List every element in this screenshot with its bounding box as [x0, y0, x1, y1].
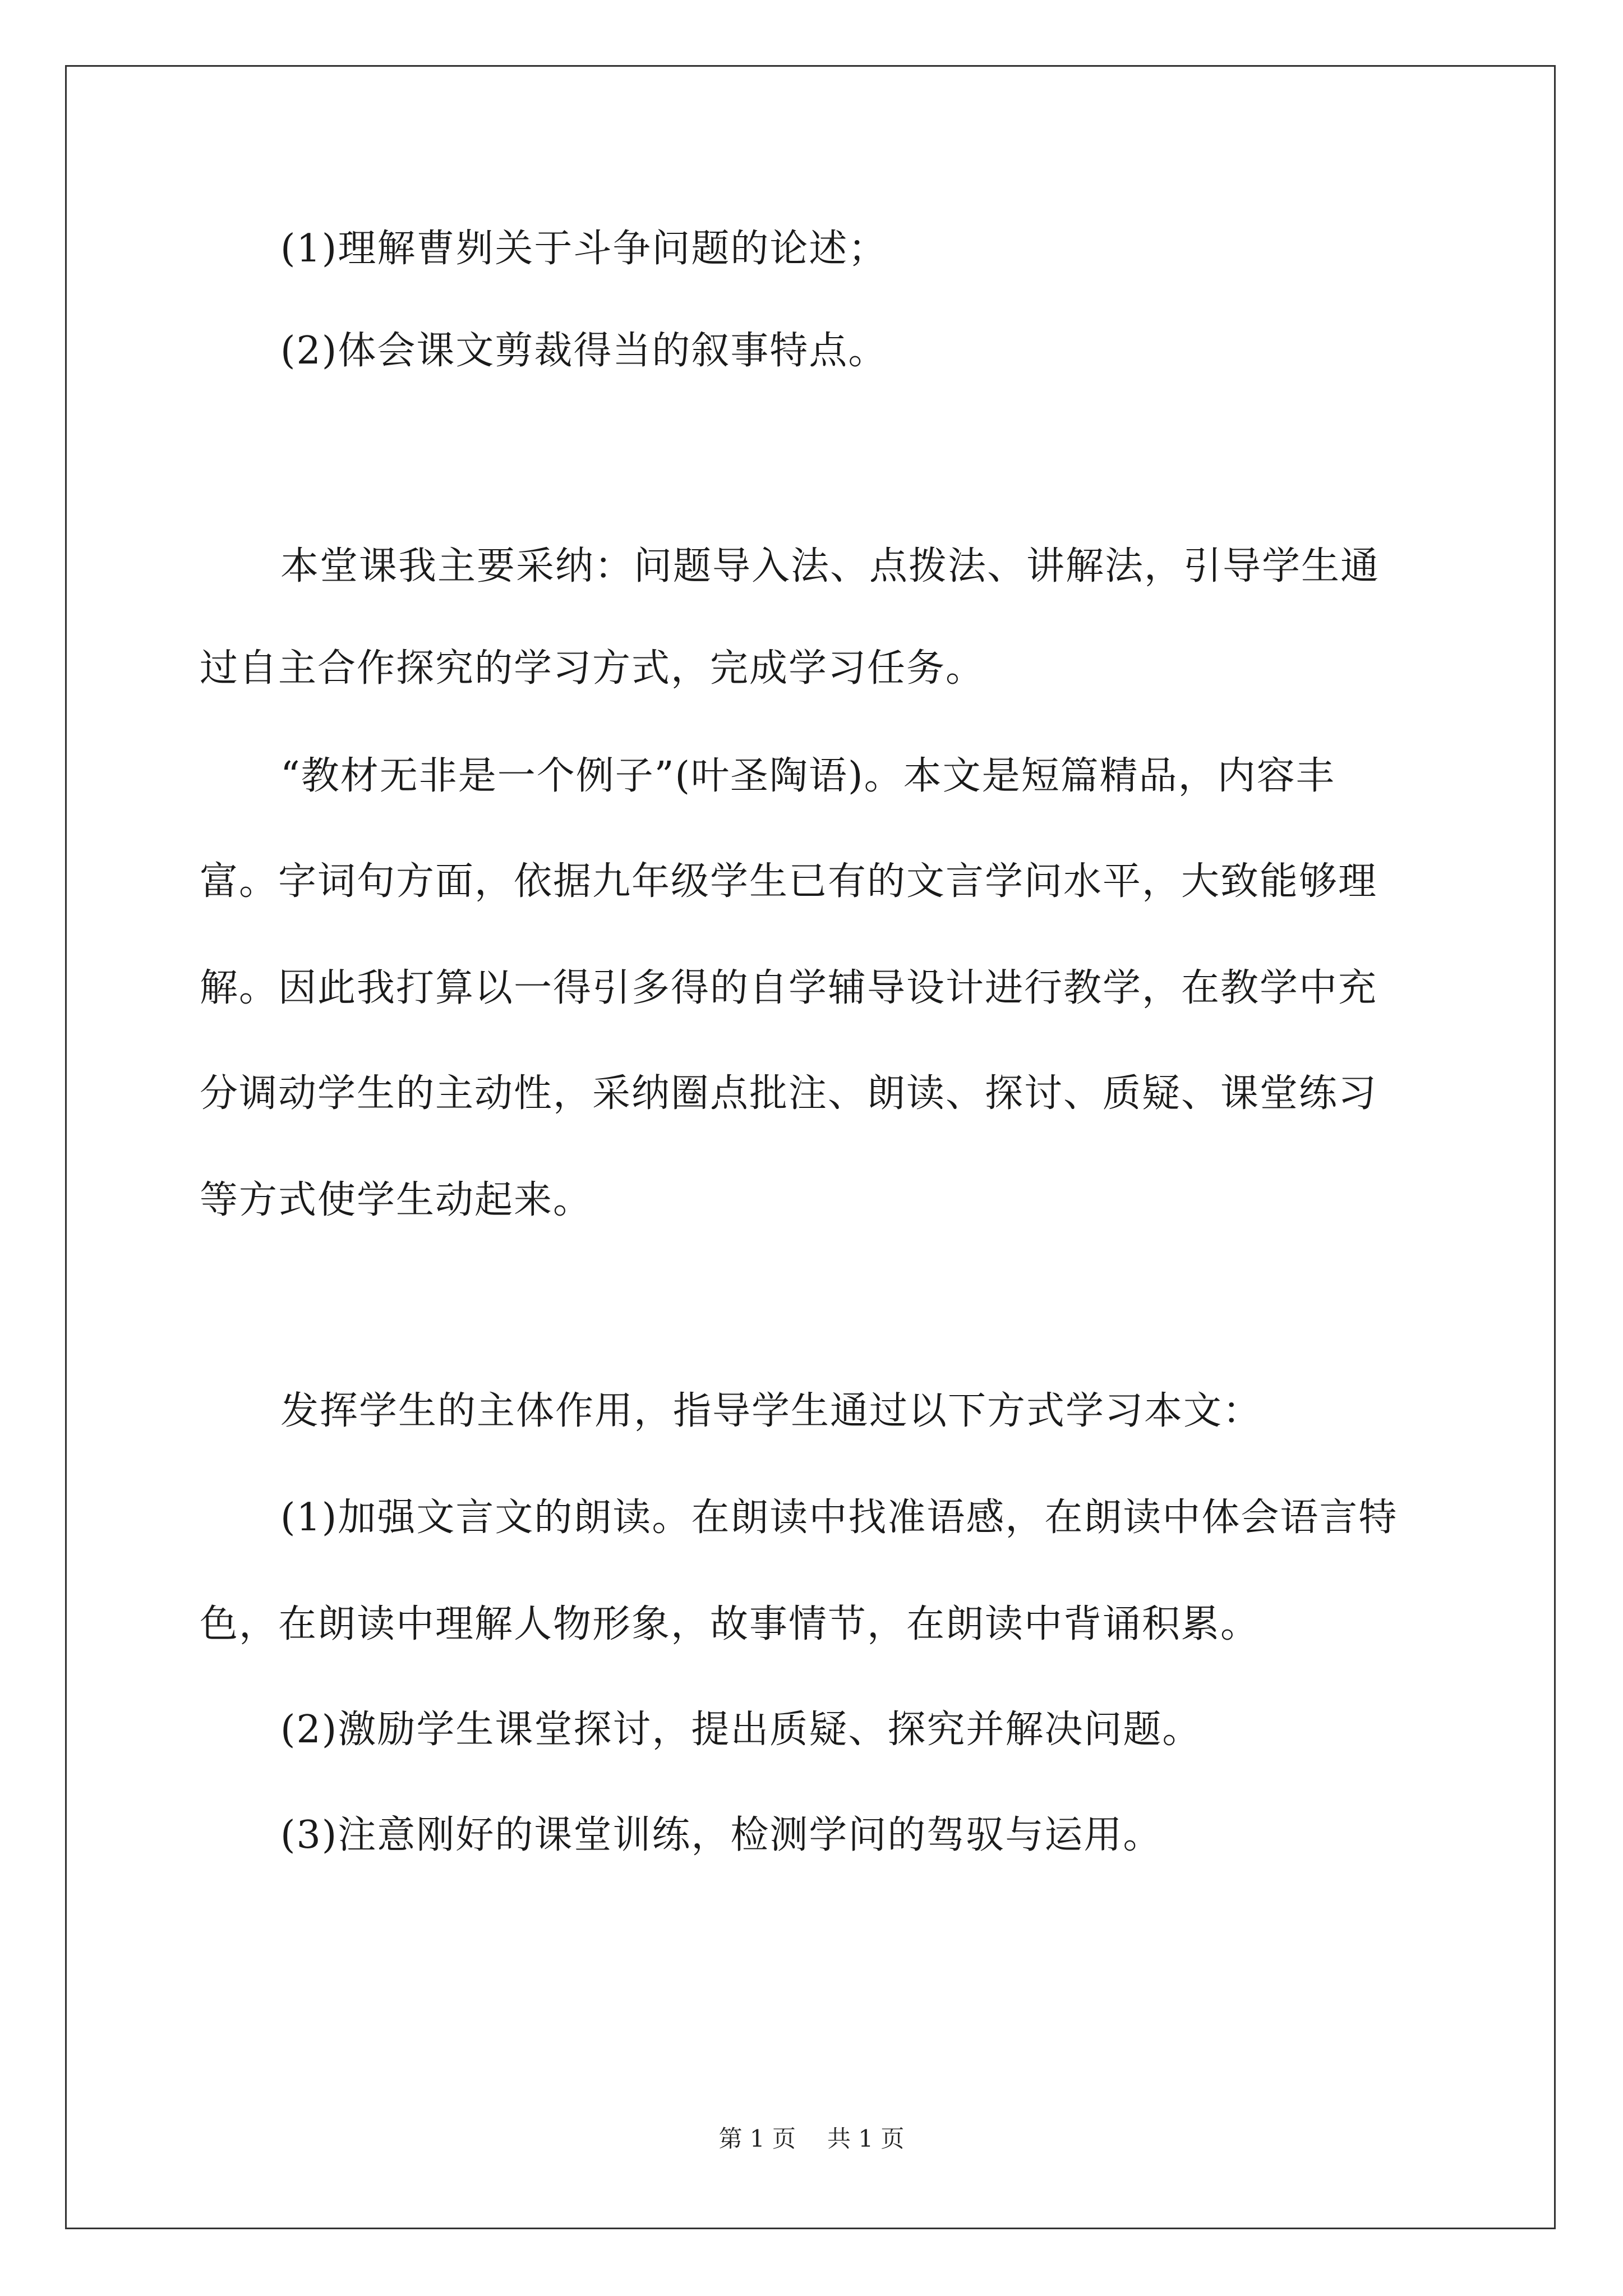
textbook-paragraph-line-1: “教材无非是一个例子”(叶圣陶语)。本文是短篇精品，内容丰: [280, 754, 1335, 798]
page-footer: [0, 2123, 1623, 2155]
page-number-current: 第 1 页: [718, 2125, 796, 2152]
method-paragraph-line-1: 本堂课我主要采纳：问题导入法、点拨法、讲解法，引导学生通: [280, 544, 1380, 588]
method-paragraph-line-2: 过自主合作探究的学习方式，完成学习任务。: [200, 646, 985, 691]
approach-intro-line: 发挥学生的主体作用，指导学生通过以下方式学习本文：: [280, 1389, 1262, 1433]
approach-item-3-line: (3)注意刚好的课堂训练，检测学问的驾驭与运用。: [280, 1813, 1163, 1857]
page-border: [65, 65, 1556, 2229]
textbook-paragraph-line-2: 富。字词句方面，依据九年级学生已有的文言学问水平，大致能够理: [200, 859, 1378, 904]
approach-item-1-line-1: (1)加强文言文的朗读。在朗读中找准语感，在朗读中体会语言特: [280, 1496, 1398, 1540]
approach-item-1-line-2: 色，在朗读中理解人物形象，故事情节，在朗读中背诵积累。: [200, 1602, 1260, 1646]
approach-item-2-line: (2)激励学生课堂探讨，提出质疑、探究并解决问题。: [280, 1708, 1202, 1752]
objective-line-2: (2)体会课文剪裁得当的叙事特点。: [280, 329, 888, 373]
objective-line-1: (1)理解曹刿关于斗争问题的论述；: [280, 227, 888, 271]
textbook-paragraph-line-5: 等方式使学生动起来。: [200, 1178, 593, 1222]
textbook-paragraph-line-4: 分调动学生的主动性，采纳圈点批注、朗读、探讨、质疑、课堂练习: [200, 1071, 1378, 1116]
page-number-total: 共 1 页: [827, 2125, 905, 2152]
textbook-paragraph-line-3: 解。因此我打算以一得引多得的自学辅导设计进行教学，在教学中充: [200, 966, 1378, 1010]
